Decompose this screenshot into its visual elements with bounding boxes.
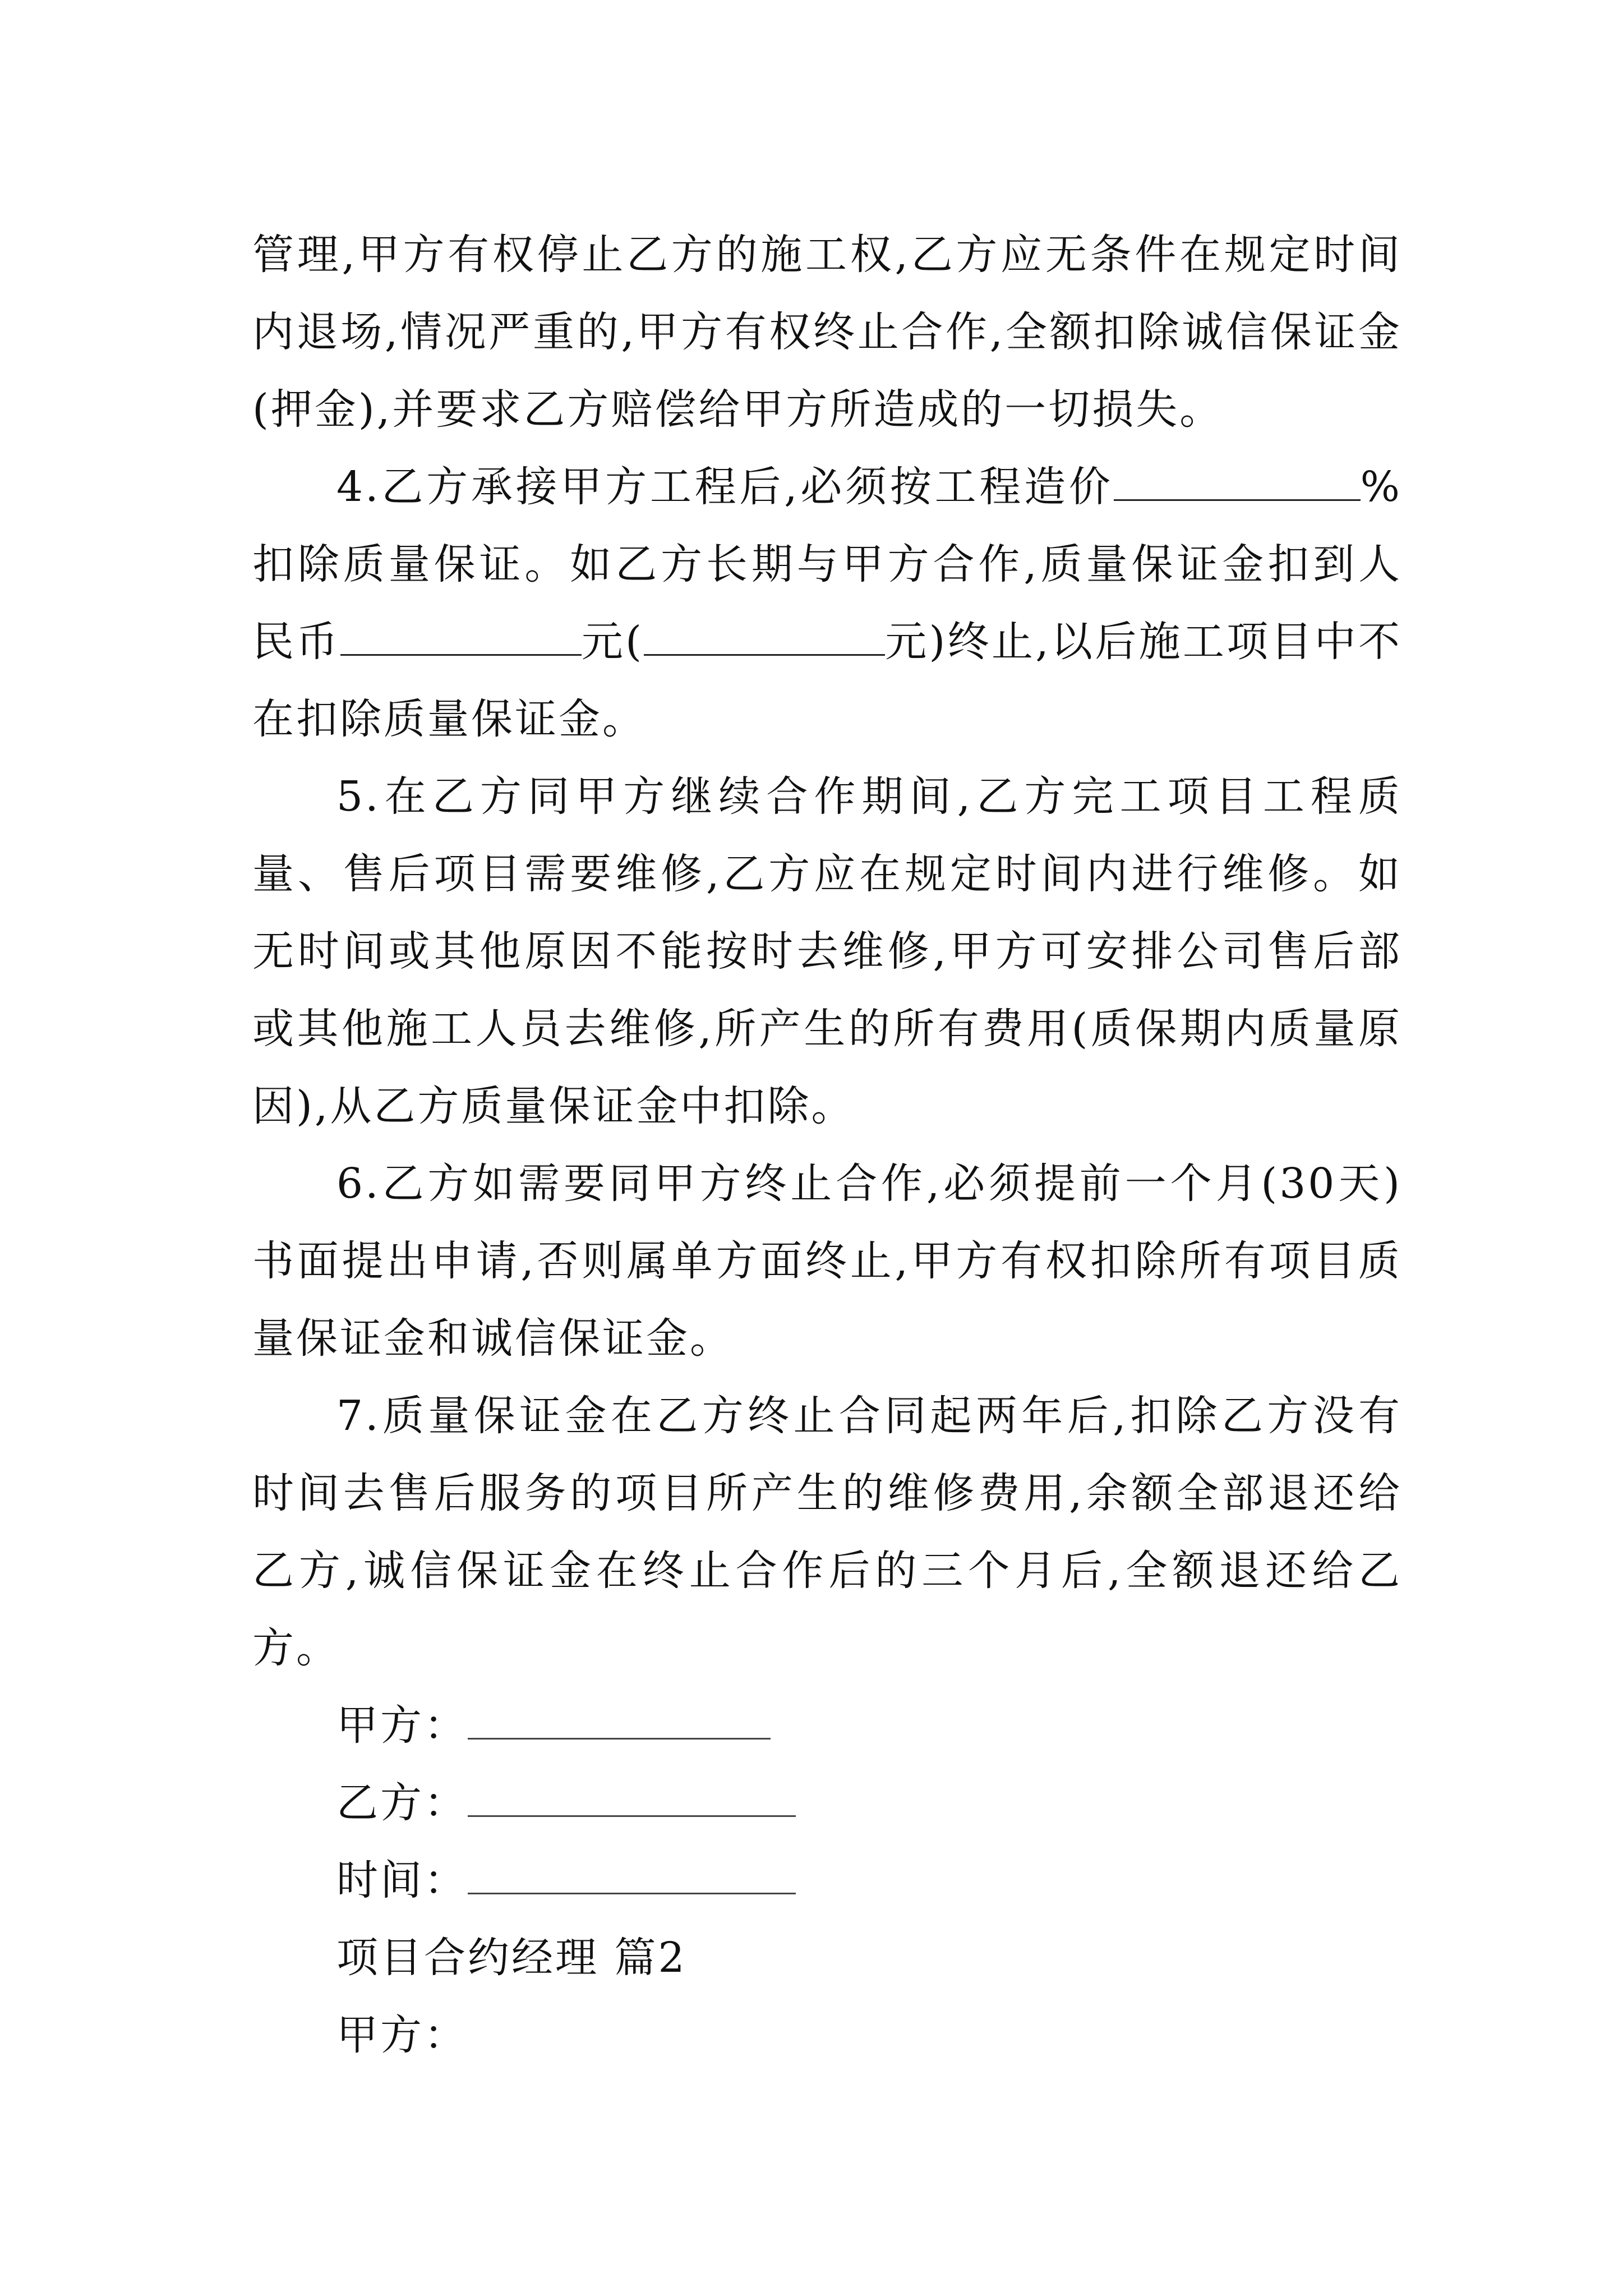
signature-party-a-line [468,1703,771,1740]
paragraph-7: 7.质量保证金在乙方终止合同起两年后,扣除乙方没有时间去售后服务的项目所产生的维修费用,余额全部退还给乙方,诚信保证金在终止合作后的三个月后,全额退还给乙方。 [252,1392,1402,1672]
paragraph-6: 6.乙方如需要同甲方终止合作,必须提前一个月(30天)书面提出申请,否则属单方面终止,甲方有权扣除所有项目质量保证金和诚信保证金。 [252,1159,1402,1363]
paragraph-5: 5.在乙方同甲方继续合作期间,乙方完工项目工程质量、售后项目需要维修,乙方应在规定时间内进行维修。如无时间或其他原因不能按时去维修,甲方可安排公司售后部或其他施工人员去维修,所产生的所有费用(质保期内质量原因),从乙方质量保证金中扣除。 [252,772,1402,1130]
paragraph-4-text-4: 元)终止,以后施工项目中不在扣除质量保证金。 [252,618,1402,743]
paragraph-4-text-3: 元( [581,618,644,666]
amount-uppercase-blank [644,619,885,656]
section-title: 项目合约经理 篇2 [336,1934,687,1982]
signature-time-line [468,1858,796,1894]
signature-party-b-line [468,1780,796,1817]
signature-party-a-label: 甲方： [336,1701,468,1750]
signature-time [252,1842,1402,1919]
signature-party-b-label: 乙方： [336,1779,468,1827]
paragraph-4-text-2: %扣除质量保证。如乙方长期与甲方合作,质量保证金扣到人民币 [252,463,1402,666]
paragraph-continued: 管理,甲方有权停止乙方的施工权,乙方应无条件在规定时间内退场,情况严重的,甲方有权终止合作,全额扣除诚信保证金(押金),并要求乙方赔偿给甲方所造成的一切损失。 [252,231,1402,434]
percent-blank [1114,464,1361,501]
signature-time-label: 时间： [336,1856,468,1904]
paragraph-4-text-1: 4.乙方承接甲方工程后,必须按工程造价 [336,463,1114,511]
next-party-a-label: 甲方： [336,2011,468,2059]
signature-party-b [252,1764,1402,1842]
document-body [252,216,1402,2074]
signature-party-a [252,1687,1402,1764]
amount-blank [340,619,582,656]
paragraph-4 [252,448,1402,758]
